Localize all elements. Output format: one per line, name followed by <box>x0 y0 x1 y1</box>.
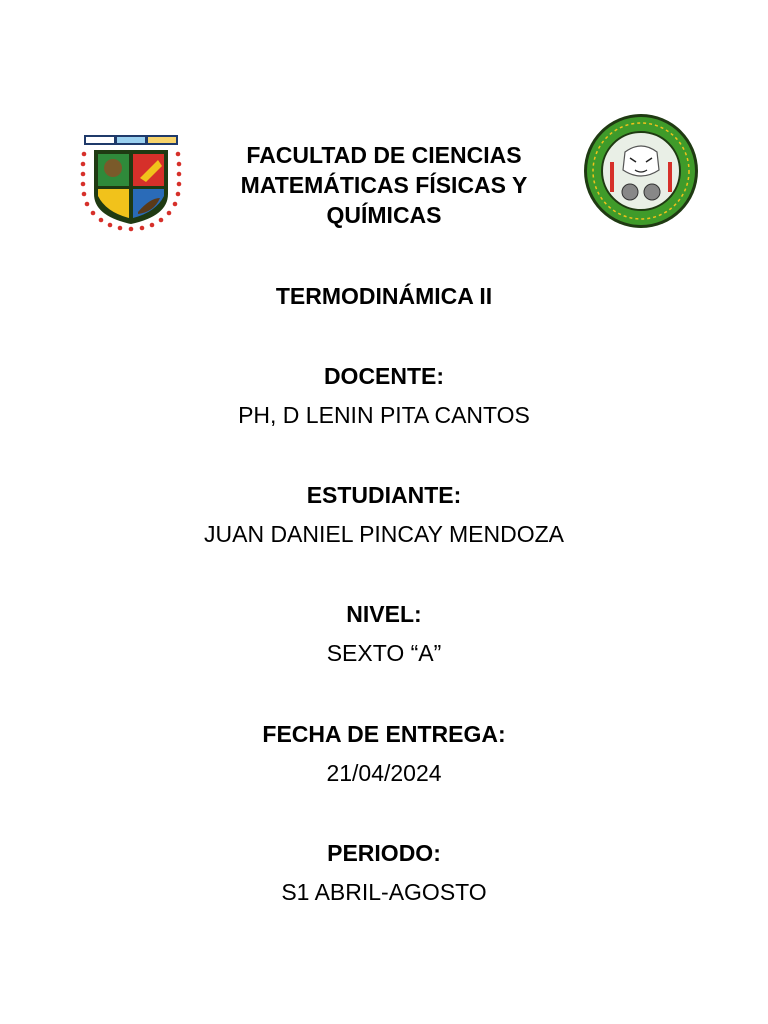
estudiante-label: ESTUDIANTE: <box>306 482 462 508</box>
subject-section <box>0 281 768 311</box>
faculty-title: FACULTAD DE CIENCIAS MATEMÁTICAS FÍSICAS Y QUÍMICAS <box>240 142 528 228</box>
nivel-label: NIVEL: <box>346 601 422 627</box>
periodo-label: PERIODO: <box>327 840 441 866</box>
fecha-value: 21/04/2024 <box>326 760 442 786</box>
fecha-label: FECHA DE ENTREGA: <box>262 721 506 747</box>
nivel-value: SEXTO “A” <box>326 640 442 666</box>
periodo-value: S1 ABRIL-AGOSTO <box>281 879 487 905</box>
fecha-section <box>0 719 768 788</box>
periodo-section <box>0 838 768 907</box>
docente-value: PH, D LENIN PITA CANTOS <box>238 402 530 428</box>
university-coat-of-arms-icon <box>78 132 184 234</box>
subject-title: TERMODINÁMICA II <box>275 283 493 309</box>
estudiante-section <box>0 480 768 549</box>
estudiante-value: JUAN DANIEL PINCAY MENDOZA <box>204 521 564 547</box>
docente-section <box>0 361 768 430</box>
mechanical-engineering-seal-icon <box>580 112 702 230</box>
nivel-section <box>0 599 768 668</box>
docente-label: DOCENTE: <box>323 363 445 389</box>
